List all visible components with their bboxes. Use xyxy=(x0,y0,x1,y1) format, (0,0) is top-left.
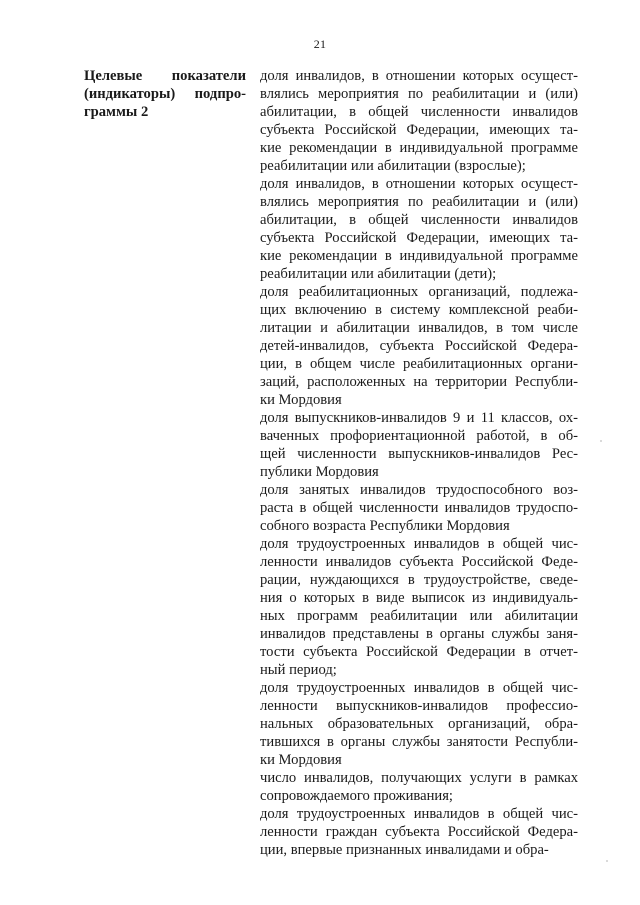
indicator-line: раста в общей численности инвалидов трудоспо- xyxy=(260,500,578,516)
indicator-line: абилитации, в общей численности инвалидов xyxy=(260,212,578,228)
indicator-line: ленности инвалидов субъекта Российской Феде- xyxy=(260,554,578,570)
indicators-list xyxy=(260,67,578,859)
indicator-item xyxy=(260,283,578,409)
indicator-line: реабилитации или абилитации (дети); xyxy=(260,266,497,282)
indicator-line: кие рекомендации в индивидуальной программе xyxy=(260,248,578,264)
indicator-line: влялись мероприятия по реабилитации и (или) xyxy=(260,86,578,102)
indicator-line: ленности граждан субъекта Российской Федера- xyxy=(260,824,578,840)
indicator-line: ния о которых в виде выписок из индивидуаль- xyxy=(260,590,578,606)
indicator-line: ции, впервые признанных инвалидами и обра- xyxy=(260,842,549,858)
indicator-line: нальных образовательных организаций, обра- xyxy=(260,716,578,732)
indicator-line: абилитации, в общей численности инвалидов xyxy=(260,104,578,120)
indicator-line: инвалидов представлены в органы службы заня- xyxy=(260,626,578,642)
indicator-item xyxy=(260,67,578,175)
indicator-line: ленности выпускников-инвалидов профессио- xyxy=(260,698,578,714)
indicator-item xyxy=(260,175,578,283)
scan-speck xyxy=(600,440,602,442)
row-label xyxy=(84,67,246,121)
indicator-line: щих включению в систему комплексной реаби- xyxy=(260,302,578,318)
indicator-line: щей численности выпускников-инвалидов Рес- xyxy=(260,446,578,462)
indicator-line: субъекта Российской Федерации, имеющих та- xyxy=(260,230,578,246)
indicator-line: число инвалидов, получающих услуги в рамках xyxy=(260,770,578,786)
indicator-line: ки Мордовия xyxy=(260,752,342,768)
indicator-line: ки Мордовия xyxy=(260,392,342,408)
indicator-item xyxy=(260,805,578,859)
indicator-line: заций, расположенных на территории Республи- xyxy=(260,374,578,390)
indicator-line: тившихся в органы службы занятости Республи- xyxy=(260,734,578,750)
indicator-line: доля инвалидов, в отношении которых осущест- xyxy=(260,68,578,84)
indicator-item xyxy=(260,409,578,481)
indicator-line: доля инвалидов, в отношении которых осущест- xyxy=(260,176,578,192)
indicator-line: доля занятых инвалидов трудоспособного воз- xyxy=(260,482,578,498)
indicator-line: ный период; xyxy=(260,662,337,678)
indicator-line: доля реабилитационных организаций, подлежа- xyxy=(260,284,578,300)
indicator-line: детей-инвалидов, субъекта Российской Федера- xyxy=(260,338,578,354)
row-label-line: граммы 2 xyxy=(84,104,149,120)
indicator-line: тости субъекта Российской Федерации в отчет- xyxy=(260,644,578,660)
indicator-line: доля трудоустроенных инвалидов в общей чис- xyxy=(260,680,578,696)
indicator-line: реабилитации или абилитации (взрослые); xyxy=(260,158,526,174)
indicator-line: кие рекомендации в индивидуальной программе xyxy=(260,140,578,156)
indicator-line: литации и абилитации инвалидов, в том числе xyxy=(260,320,578,336)
indicator-item xyxy=(260,769,578,805)
indicator-line: рации, нуждающихся в трудоустройстве, сведе- xyxy=(260,572,578,588)
indicator-line: ных программ реабилитации или абилитации xyxy=(260,608,578,624)
indicator-item xyxy=(260,679,578,769)
indicator-line: собного возраста Республики Мордовия xyxy=(260,518,510,534)
indicator-item xyxy=(260,535,578,679)
indicator-item xyxy=(260,481,578,535)
indicator-line: доля выпускников-инвалидов 9 и 11 классов, ох- xyxy=(260,410,578,426)
indicator-line: доля трудоустроенных инвалидов в общей чис- xyxy=(260,536,578,552)
indicator-line: ваченных профориентационной работой, в об- xyxy=(260,428,578,444)
indicator-line: публики Мордовия xyxy=(260,464,379,480)
row-label-line: (индикаторы) подпро- xyxy=(84,86,246,102)
indicator-line: ции, в общем числе реабилитационных органи- xyxy=(260,356,578,372)
page-number: 21 xyxy=(313,37,327,51)
indicator-line: влялись мероприятия по реабилитации и (или) xyxy=(260,194,578,210)
indicator-line: доля трудоустроенных инвалидов в общей чис- xyxy=(260,806,578,822)
row-label-line: Целевые показатели xyxy=(84,68,246,84)
indicator-line: субъекта Российской Федерации, имеющих та- xyxy=(260,122,578,138)
indicator-line: сопровождаемого проживания; xyxy=(260,788,453,804)
scan-speck xyxy=(606,860,608,862)
